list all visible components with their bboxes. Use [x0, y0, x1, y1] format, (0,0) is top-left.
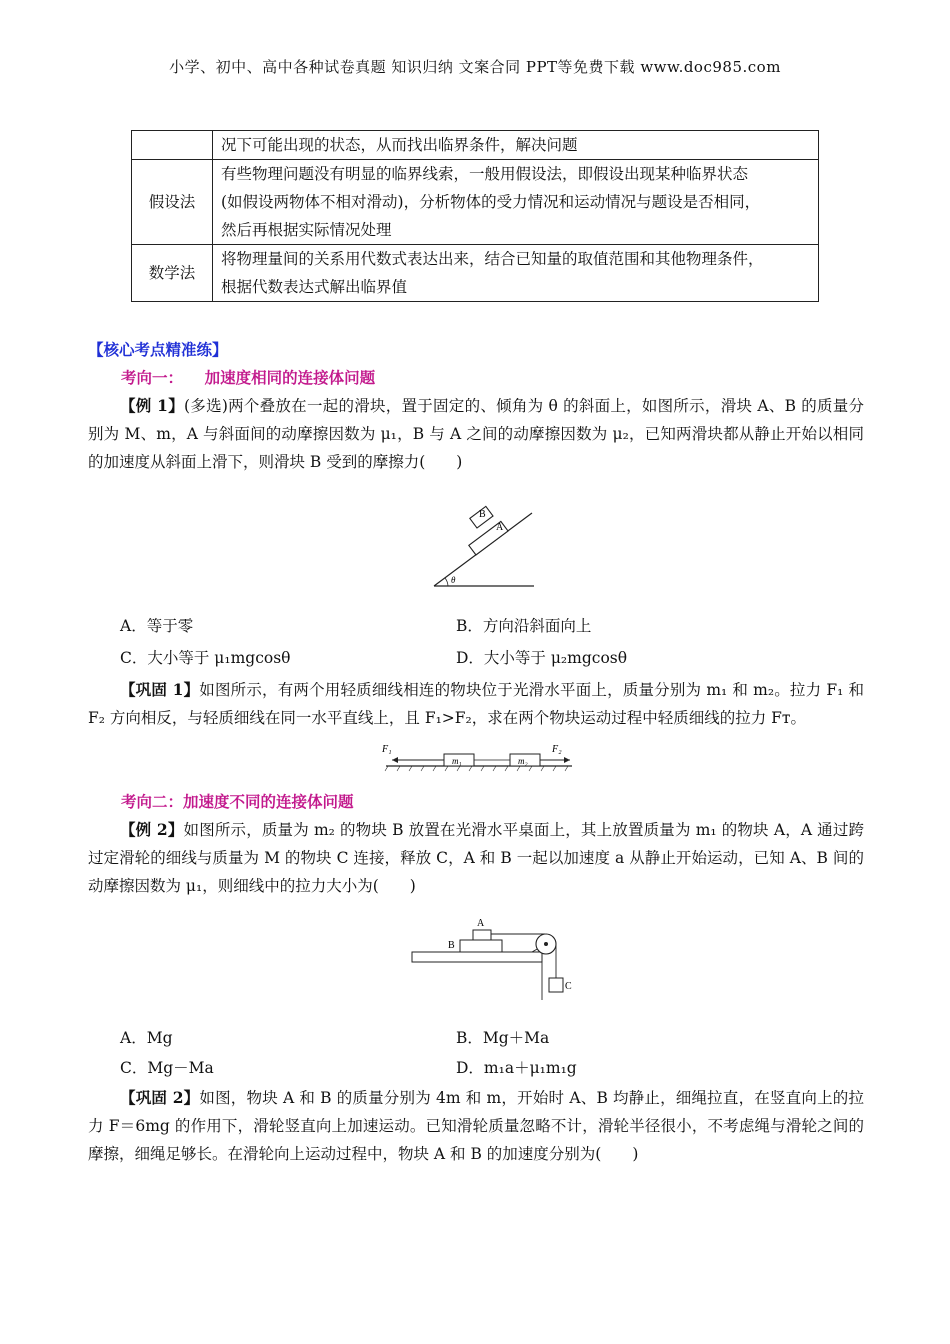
- f1-arrowhead: [392, 757, 398, 763]
- table-row: [132, 160, 819, 245]
- desc-line: 将物理量间的关系用代数式表达出来，结合已知量的取值范围和其他物理条件，: [221, 250, 764, 268]
- table-top: [412, 952, 542, 962]
- label-f2: F₂: [552, 744, 562, 755]
- section-title: 【核心考点精准练】: [88, 340, 228, 359]
- pulley-axle: [544, 942, 548, 946]
- consolidation-1: [88, 676, 864, 732]
- table-row: [132, 131, 819, 160]
- desc-line: 然后再根据实际情况处理: [221, 221, 392, 239]
- option-d: D．m₁a＋μ₁m₁g: [456, 1059, 577, 1077]
- table-row: [132, 245, 819, 302]
- direction-1-title: 考向一： 加速度相同的连接体问题: [121, 368, 376, 387]
- example-1: [88, 392, 864, 476]
- example-2: [88, 816, 864, 900]
- methods-table: [131, 130, 819, 302]
- consolidation-1-text: 如图所示，有两个用轻质细线相连的物块位于光滑水平面上，质量分别为 m₁ 和 m₂。拉力 F₁ 和 F₂ 方向相反，与轻质细线在同一水平直线上，且 F₁>F₂，求在两个物块运动过程中轻质细线的拉力 Fт。: [88, 681, 864, 727]
- direction-2-title: 考向二：加速度不同的连接体问题: [121, 792, 354, 811]
- pulley-figure: [408, 912, 574, 1004]
- horizontal-blocks-figure: [380, 740, 576, 774]
- incline-figure: [428, 490, 538, 594]
- option-a: A．等于零: [120, 617, 194, 635]
- angle-arc: [445, 578, 448, 586]
- option-b: B．方向沿斜面向上: [456, 617, 592, 635]
- example-2-tag: 【例 2】: [120, 820, 184, 839]
- option-a: A．Mg: [120, 1029, 173, 1047]
- example-2-text: 如图所示，质量为 m₂ 的物块 B 放置在光滑水平桌面上，其上放置质量为 m₁ 的物块 A，A 通过跨过定滑轮的细线与质量为 M 的物块 C 连接，释放 C，A 和 B 一起以加速度 a 从静止开始运动，已知 A、B 间的动摩擦因数为 μ₁，则细线中的拉力大小为( ): [88, 821, 864, 895]
- label-a: A: [477, 918, 485, 929]
- label-m2: m₂: [518, 756, 528, 766]
- method-name-cell: [132, 131, 213, 160]
- label-c: C: [565, 981, 572, 992]
- method-name-cell: 数学法: [132, 245, 213, 302]
- block-c-shape: [549, 978, 563, 992]
- label-b: B: [479, 509, 486, 520]
- option-b: B．Mg＋Ma: [456, 1029, 550, 1047]
- theta-label: θ: [451, 575, 456, 585]
- f2-arrowhead: [564, 757, 570, 763]
- method-name-cell: 假设法: [132, 160, 213, 245]
- block-a-shape: [473, 930, 491, 940]
- option-c: C．Mg－Ma: [120, 1059, 214, 1077]
- consolidation-2-text: 如图，物块 A 和 B 的质量分别为 4m 和 m，开始时 A、B 均静止，细绳拉直，在竖直向上的拉力 F＝6mg 的作用下，滑轮竖直向上加速运动。已知滑轮质量忽略不计，滑轮半径很小，不考虑绳与滑轮之间的摩擦，细绳足够长。在滑轮向上运动过程中，物块 A 和 B 的加速度分别为( ): [88, 1089, 864, 1163]
- consolidation-2: [88, 1084, 864, 1168]
- method-desc-cell: 况下可能出现的状态，从而找出临界条件，解决问题: [213, 131, 819, 160]
- label-m1: m₁: [452, 756, 462, 766]
- consolidation-1-tag: 【巩固 1】: [120, 680, 200, 699]
- label-a: A: [496, 522, 504, 533]
- block-b-shape: [460, 940, 502, 952]
- consolidation-2-tag: 【巩固 2】: [120, 1088, 200, 1107]
- label-b: B: [448, 940, 455, 951]
- label-f1: F₁: [382, 744, 392, 755]
- method-desc-cell: [213, 160, 819, 245]
- page-header: 小学、初中、高中各种试卷真题 知识归纳 文案合同 PPT等免费下载 www.doc985.com: [169, 58, 781, 76]
- desc-line: 根据代数表达式解出临界值: [221, 278, 408, 296]
- example-1-text: (多选)两个叠放在一起的滑块，置于固定的、倾角为 θ 的斜面上，如图所示，滑块 A、B 的质量分别为 M、m，A 与斜面间的动摩擦因数为 μ₁，B 与 A 之间的动摩擦因数为 μ₂，已知两滑块都从静止开始以相同的加速度从斜面上滑下，则滑块 B 受到的摩擦力( ): [88, 397, 864, 471]
- desc-line: (如假设两物体不相对滑动)，分析物体的受力情况和运动情况与题设是否相同，: [221, 193, 761, 211]
- option-c: C．大小等于 μ₁mgcosθ: [120, 649, 291, 667]
- method-desc-cell: [213, 245, 819, 302]
- example-1-tag: 【例 1】: [120, 396, 184, 415]
- option-d: D．大小等于 μ₂mgcosθ: [456, 649, 628, 667]
- desc-line: 有些物理问题没有明显的临界线索，一般用假设法，即假设出现某种临界状态: [221, 165, 749, 183]
